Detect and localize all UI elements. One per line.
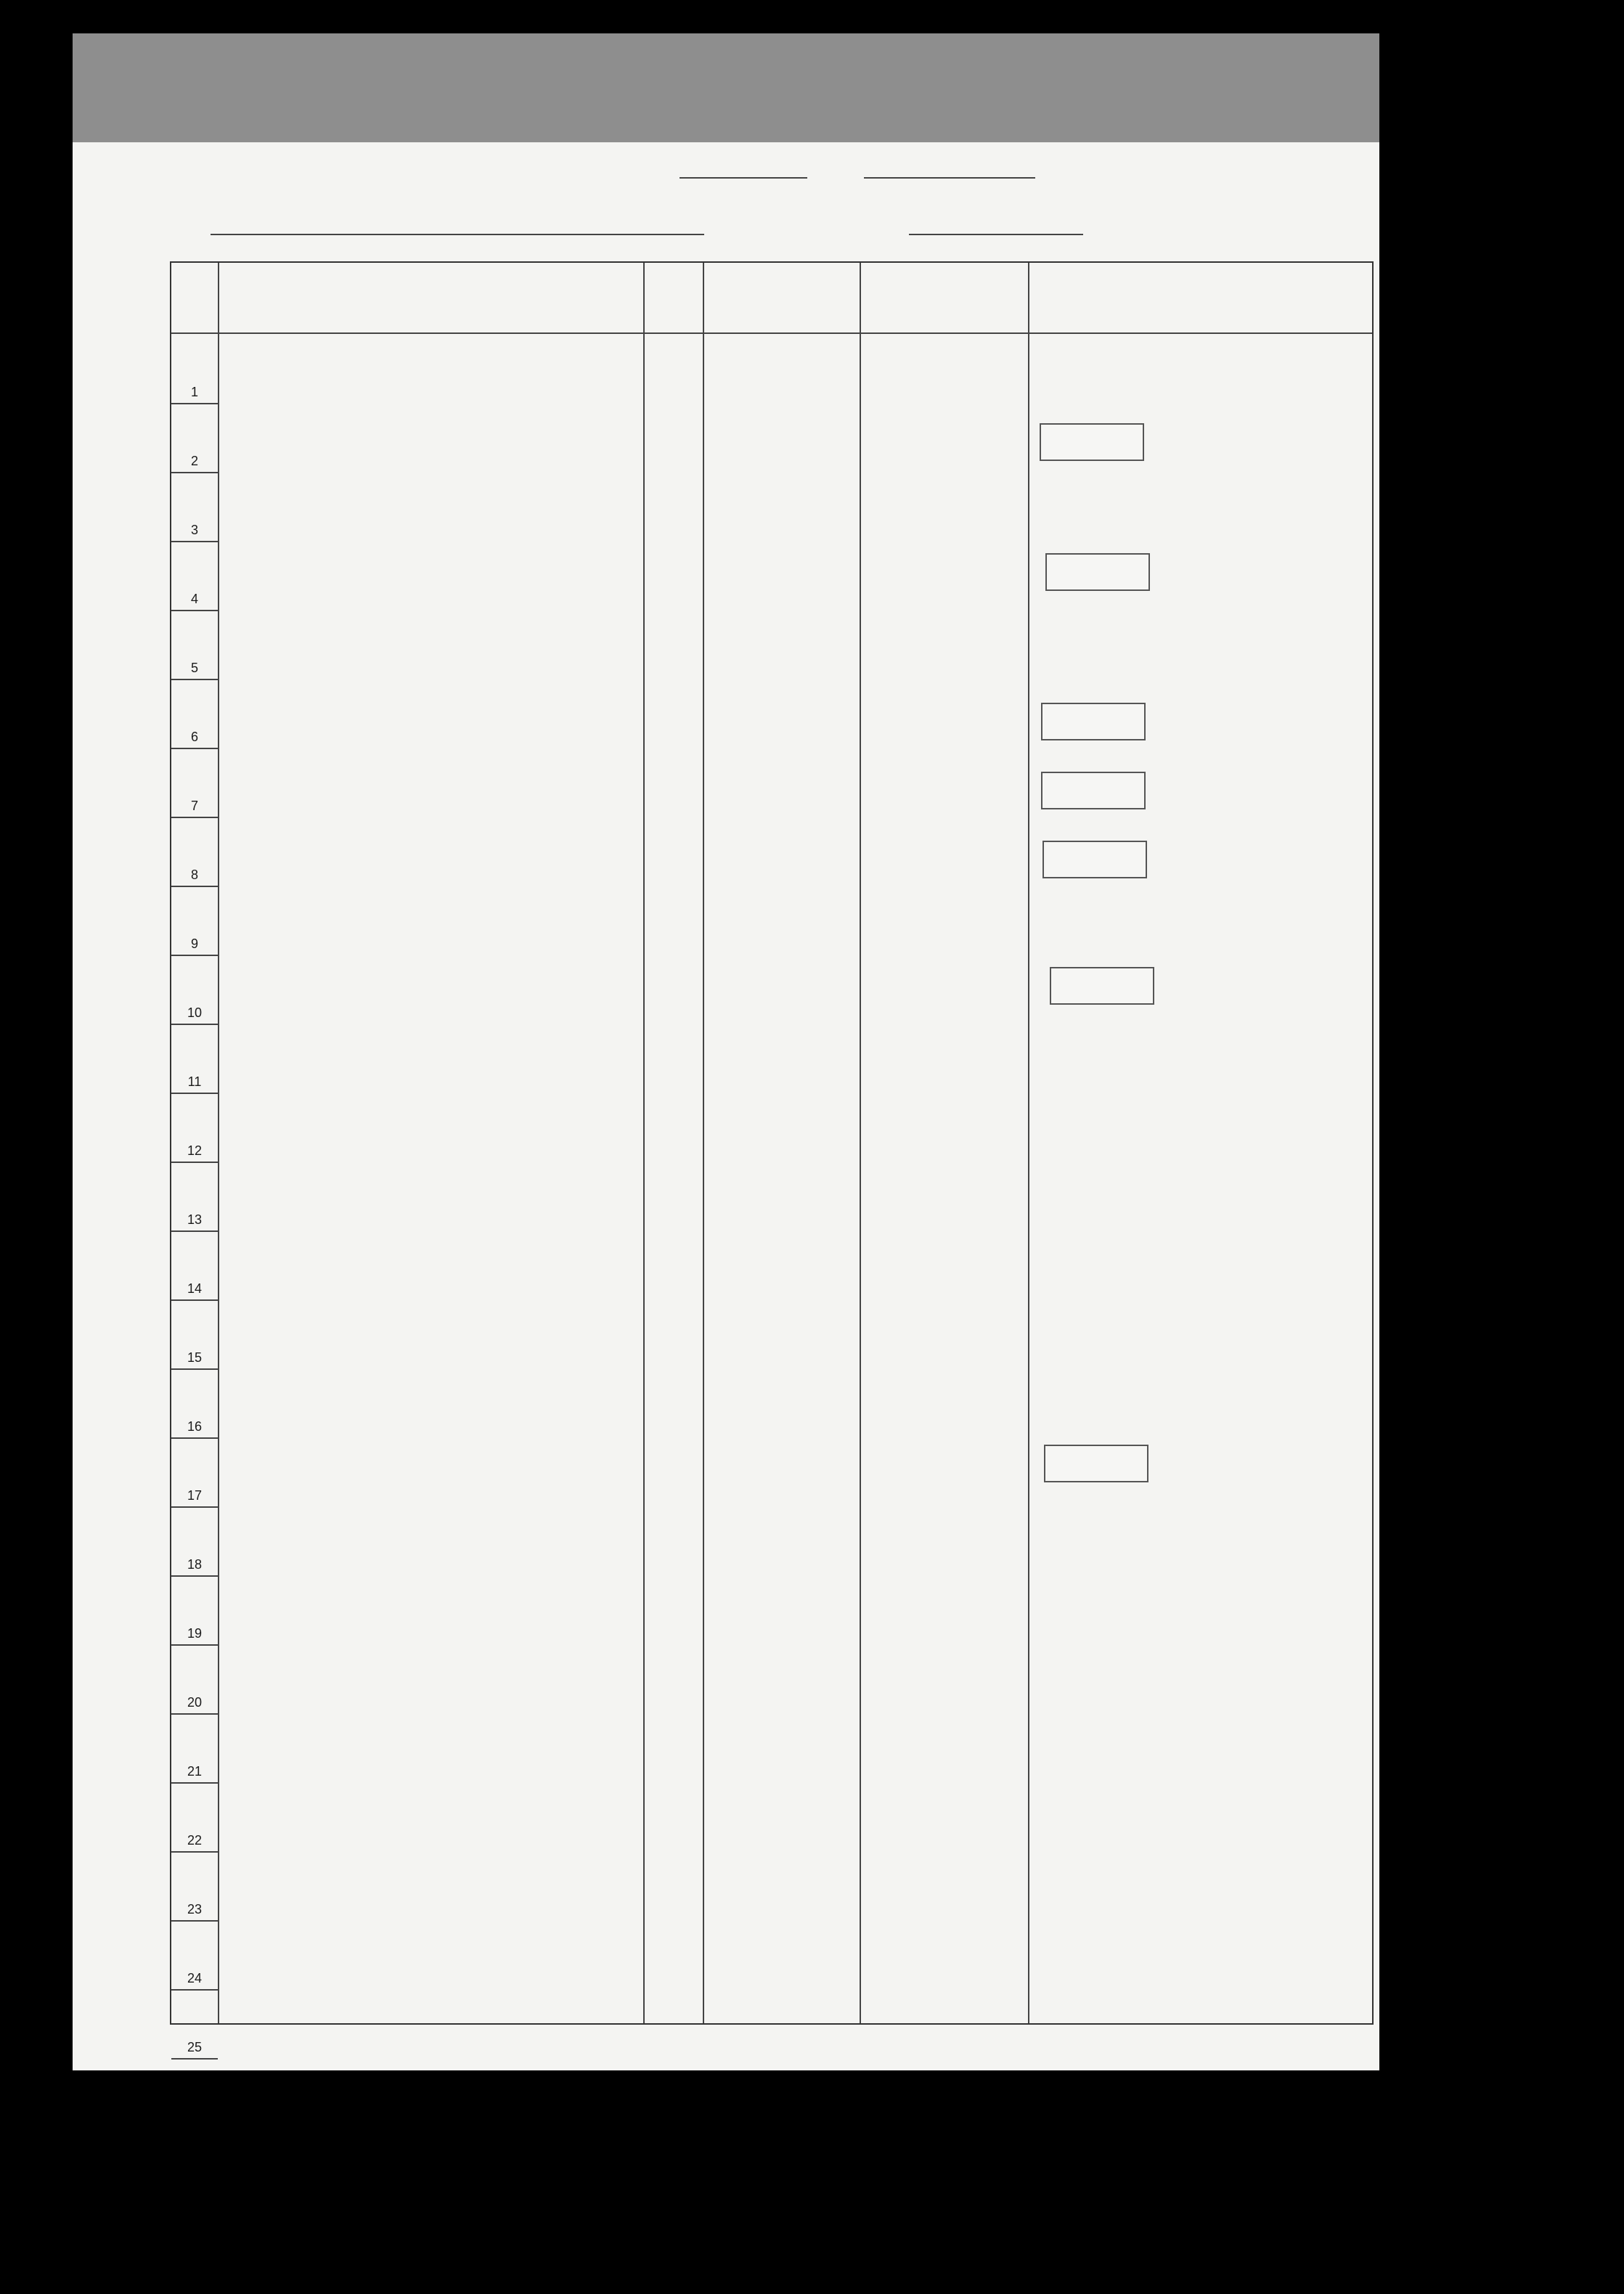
line-number: 1: [190, 385, 198, 399]
line-number: 16: [187, 1419, 203, 1434]
passenger-table: [170, 261, 1374, 2054]
class-underline: [680, 177, 807, 179]
passenger-row: [171, 1232, 1372, 1301]
passenger-row: [171, 749, 1372, 818]
us-citizen-stamp: [1041, 703, 1146, 740]
passenger-row: [171, 1025, 1372, 1094]
line-number: 22: [187, 1833, 203, 1848]
line-number: 12: [187, 1143, 203, 1158]
line-number: 2: [190, 454, 198, 468]
vessel-underline: [211, 234, 704, 235]
line-number: 9: [190, 936, 198, 951]
passenger-row: [171, 818, 1372, 887]
passenger-row: [171, 1301, 1372, 1370]
line-number: 21: [187, 1764, 203, 1779]
passenger-row: [171, 542, 1372, 611]
passenger-row: [171, 1784, 1372, 1853]
us-citizen-stamp: [1041, 772, 1146, 809]
line-number: 18: [187, 1557, 203, 1572]
line-number: 11: [187, 1074, 202, 1089]
passenger-row: [171, 611, 1372, 680]
port-underline: [864, 177, 1035, 179]
passenger-row: [171, 335, 1372, 404]
line-number: 17: [187, 1488, 203, 1503]
line-number: 14: [187, 1281, 203, 1296]
line-number: 3: [190, 523, 198, 537]
line-number: 8: [190, 868, 198, 882]
passenger-row: [171, 887, 1372, 956]
line-number: 20: [187, 1695, 203, 1710]
us-citizen-stamp: [1050, 967, 1154, 1005]
us-citizen-stamp: [1045, 553, 1150, 591]
line-number: 19: [187, 1626, 203, 1641]
passenger-row: [171, 1370, 1372, 1439]
passenger-row: [171, 473, 1372, 542]
line-number: 4: [190, 592, 198, 606]
passenger-row: [171, 1853, 1372, 1922]
header-divider: [171, 332, 1372, 334]
passenger-row: [171, 1646, 1372, 1715]
passenger-row: [171, 1163, 1372, 1232]
passenger-row: [171, 1922, 1372, 1991]
line-number: 6: [190, 730, 198, 744]
line-number: 10: [187, 1005, 203, 1020]
passenger-row: [171, 1991, 1372, 2060]
passenger-row: [171, 1439, 1372, 1508]
passenger-row: [171, 956, 1372, 1025]
passenger-row: [171, 1715, 1372, 1784]
header-strip: [73, 33, 1379, 142]
line-number: 7: [190, 799, 198, 813]
us-citizen-stamp: [1040, 423, 1144, 461]
us-citizen-stamp: [1042, 841, 1147, 878]
passenger-row: [171, 680, 1372, 749]
arrival-port-underline: [909, 234, 1083, 235]
row-divider: [171, 2058, 218, 2060]
line-number: 25: [187, 2040, 203, 2054]
line-number: 5: [190, 661, 198, 675]
line-number: 24: [187, 1971, 203, 1985]
us-citizen-stamp: [1044, 1445, 1148, 1482]
line-number: 13: [187, 1212, 203, 1227]
passenger-row: [171, 1094, 1372, 1163]
passenger-row: [171, 1508, 1372, 1577]
passenger-row: [171, 404, 1372, 473]
line-number: 15: [187, 1350, 203, 1365]
passenger-row: [171, 1577, 1372, 1646]
line-number: 23: [187, 1902, 203, 1917]
